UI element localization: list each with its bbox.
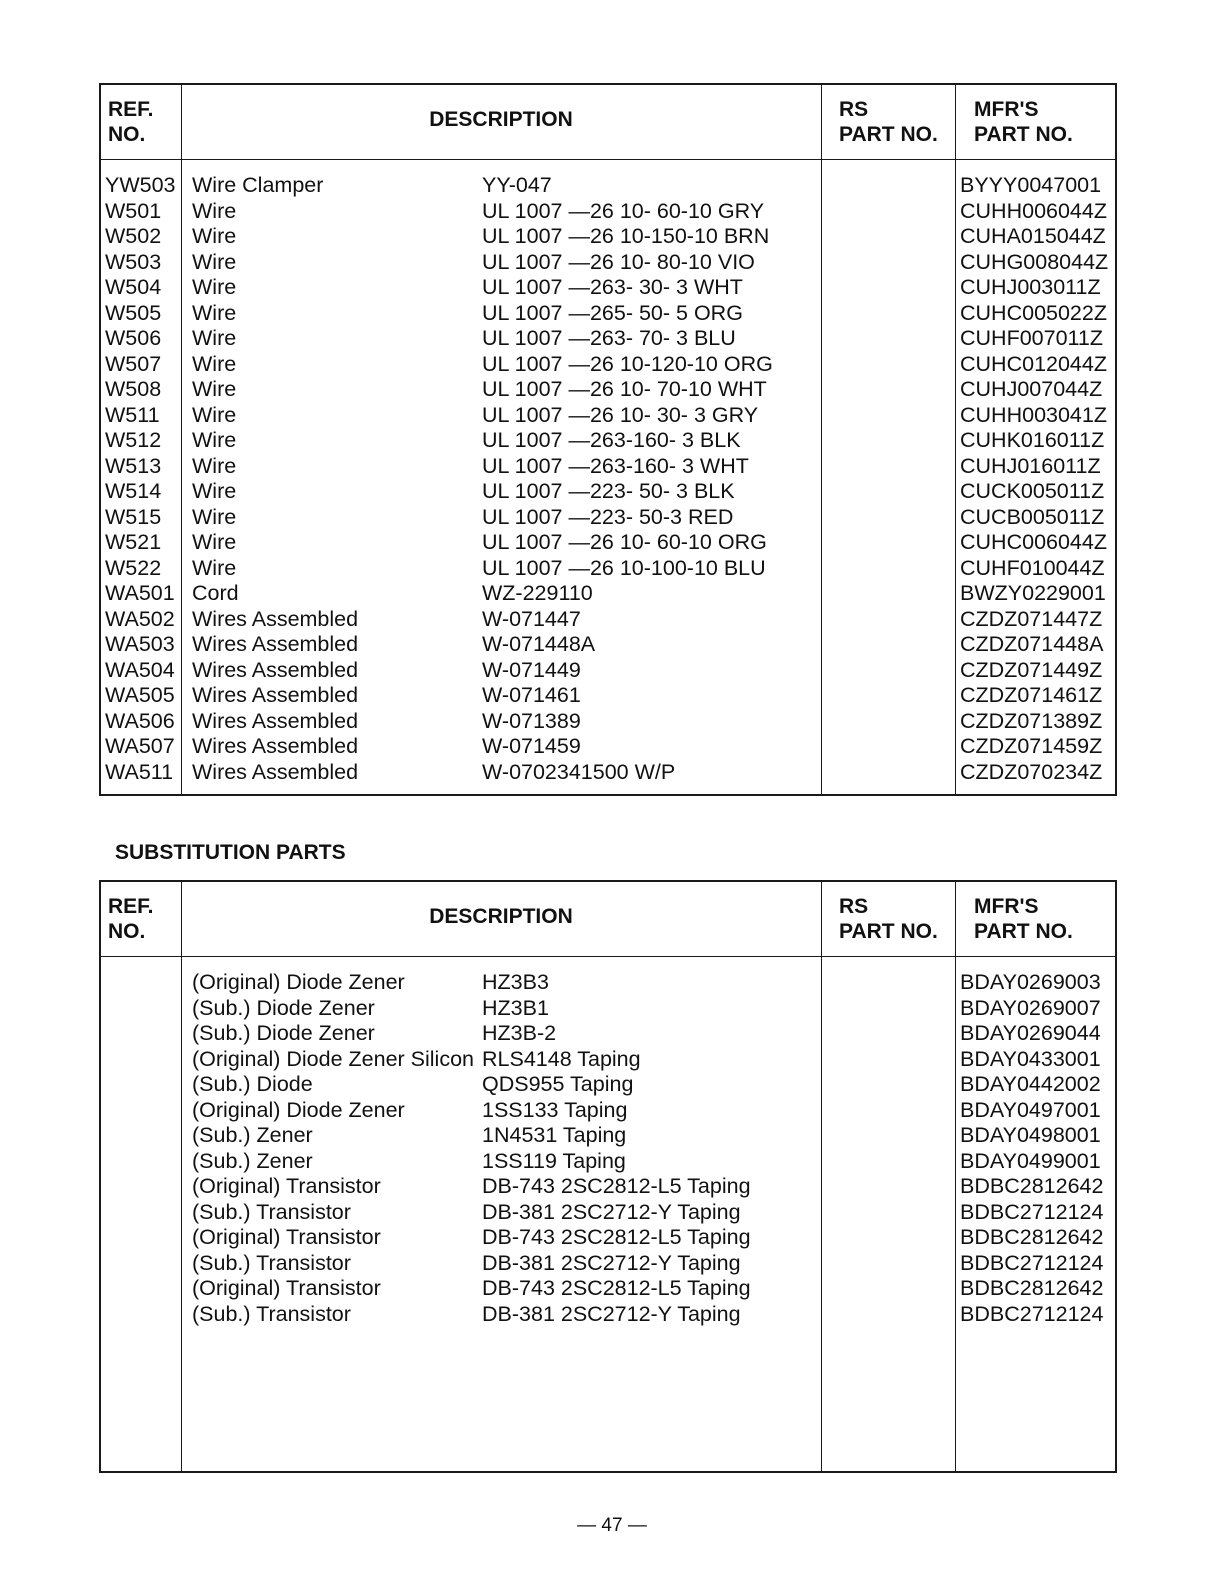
ref-no-cell: WA502: [105, 606, 175, 631]
table-row: [101, 377, 1115, 403]
description-cell: (Sub.) Transistor: [192, 1301, 351, 1326]
description-cell: (Original) Diode Zener: [192, 970, 405, 994]
mfr-part-no-cell: CZDZ071447Z: [960, 606, 1103, 631]
mfr-part-no-cell: CUHJ003011Z: [960, 275, 1101, 299]
mfr-part-no-cell: CUHJ016011Z: [960, 453, 1101, 478]
description-cell: (Original) Diode Zener: [192, 1097, 405, 1122]
table-row: [101, 224, 1115, 250]
spec-cell: UL 1007 —26 10- 60-10 ORG: [482, 530, 767, 554]
mfr-part-no-cell: BDAY0269044: [960, 1021, 1101, 1045]
mfr-part-no-cell: CUHC006044Z: [960, 530, 1107, 554]
spec-cell: HZ3B1: [482, 995, 549, 1020]
table-row: [101, 301, 1115, 327]
spec-cell: UL 1007 —263-160- 3 WHT: [482, 453, 749, 478]
table-row: [101, 709, 1115, 735]
spec-cell: DB-381 2SC2712-Y Taping: [482, 1250, 741, 1275]
mfr-part-no-cell: BDBC2812642: [960, 1276, 1104, 1300]
table-row: [101, 996, 1115, 1022]
spec-cell: W-0702341500 W/P: [482, 759, 676, 784]
ref-no-cell: W515: [105, 504, 162, 529]
description-cell: Wires Assembled: [192, 632, 359, 656]
mfr-part-no-cell: BDAY0442002: [960, 1072, 1101, 1096]
table-row: [101, 1021, 1115, 1047]
header-ref-no: REF. NO.: [108, 895, 154, 943]
table-row: [101, 428, 1115, 454]
spec-cell: UL 1007 —26 10- 70-10 WHT: [482, 377, 767, 401]
description-cell: (Sub.) Zener: [192, 1148, 313, 1173]
spec-cell: W-071448A: [482, 632, 596, 656]
table-row: [101, 505, 1115, 531]
description-cell: Wire: [192, 224, 237, 248]
spec-cell: QDS955 Taping: [482, 1072, 634, 1096]
mfr-part-no-cell: CZDZ071461Z: [960, 683, 1103, 707]
ref-no-cell: WA504: [105, 657, 175, 682]
mfr-part-no-cell: CZDZ070234Z: [960, 759, 1103, 784]
spec-cell: W-071447: [482, 606, 581, 631]
spec-cell: DB-381 2SC2712-Y Taping: [482, 1199, 741, 1224]
description-cell: Wires Assembled: [192, 734, 359, 758]
mfr-part-no-cell: CUHC005022Z: [960, 300, 1107, 325]
header-description: DESCRIPTION: [429, 108, 573, 131]
mfr-part-no-cell: CUHA015044Z: [960, 224, 1106, 248]
description-cell: Wire: [192, 453, 237, 478]
mfr-part-no-cell: BDAY0433001: [960, 1046, 1101, 1071]
description-cell: Cord: [192, 581, 239, 605]
mfr-part-no-cell: CUHK016011Z: [960, 428, 1105, 452]
description-cell: (Original) Transistor: [192, 1276, 381, 1300]
spec-cell: 1SS119 Taping: [482, 1148, 626, 1173]
description-cell: (Sub.) Diode Zener: [192, 1021, 375, 1045]
table-row: [101, 1251, 1115, 1277]
table-row: [101, 250, 1115, 276]
mfr-part-no-cell: CZDZ071449Z: [960, 657, 1103, 682]
ref-no-cell: W521: [105, 530, 162, 554]
description-cell: Wire: [192, 275, 237, 299]
table-row: [101, 403, 1115, 429]
ref-no-cell: W512: [105, 428, 162, 452]
mfr-part-no-cell: CZDZ071448A: [960, 632, 1104, 656]
mfr-part-no-cell: CZDZ071389Z: [960, 708, 1103, 733]
spec-cell: WZ-229110: [482, 581, 593, 605]
description-cell: (Sub.) Transistor: [192, 1199, 351, 1224]
mfr-part-no-cell: CUHF007011Z: [960, 326, 1103, 350]
section-title: SUBSTITUTION PARTS: [115, 841, 346, 864]
table-row: [101, 275, 1115, 301]
spec-cell: DB-743 2SC2812-L5 Taping: [482, 1276, 751, 1300]
description-cell: Wire: [192, 351, 237, 376]
mfr-part-no-cell: BDAY0269007: [960, 995, 1101, 1020]
mfr-part-no-cell: BYYY0047001: [960, 173, 1102, 197]
description-cell: Wire: [192, 377, 237, 401]
table-row: [101, 1149, 1115, 1175]
table-row: [101, 658, 1115, 684]
mfr-part-no-cell: BDBC2712124: [960, 1250, 1104, 1275]
spec-cell: UL 1007 —26 10- 60-10 GRY: [482, 198, 765, 223]
header-rs-part-no: RS PART NO.: [839, 895, 938, 943]
table-row: [101, 530, 1115, 556]
table-row: [101, 970, 1115, 996]
description-cell: (Sub.) Zener: [192, 1123, 313, 1147]
table-row: [101, 1123, 1115, 1149]
spec-cell: DB-743 2SC2812-L5 Taping: [482, 1174, 751, 1198]
spec-cell: W-071389: [482, 708, 581, 733]
ref-no-cell: WA503: [105, 632, 175, 656]
description-cell: Wire Clamper: [192, 173, 324, 197]
mfr-part-no-cell: BDBC2712124: [960, 1301, 1104, 1326]
description-cell: (Original) Diode Zener Silicon: [192, 1046, 474, 1071]
substitution-rows: [101, 970, 1115, 1327]
mfr-part-no-cell: CZDZ071459Z: [960, 734, 1103, 758]
ref-no-cell: W522: [105, 555, 162, 580]
spec-cell: UL 1007 —223- 50- 3 BLK: [482, 479, 735, 503]
parts-rows: [101, 173, 1115, 785]
spec-cell: DB-381 2SC2712-Y Taping: [482, 1301, 741, 1326]
header-divider: [101, 159, 1115, 160]
ref-no-cell: WA505: [105, 683, 175, 707]
spec-cell: UL 1007 —263- 30- 3 WHT: [482, 275, 743, 299]
spec-cell: 1SS133 Taping: [482, 1097, 628, 1122]
mfr-part-no-cell: CUHC012044Z: [960, 351, 1107, 376]
table-row: [101, 556, 1115, 582]
table-row: [101, 734, 1115, 760]
spec-cell: HZ3B3: [482, 970, 549, 994]
table-row: [101, 632, 1115, 658]
mfr-part-no-cell: CUHH003041Z: [960, 402, 1107, 427]
table-row: [101, 607, 1115, 633]
table-row: [101, 479, 1115, 505]
table-row: [101, 1276, 1115, 1302]
ref-no-cell: WA507: [105, 734, 175, 758]
table-row: [101, 1098, 1115, 1124]
spec-cell: 1N4531 Taping: [482, 1123, 627, 1147]
description-cell: Wire: [192, 249, 237, 274]
table-row: [101, 1174, 1115, 1200]
table-row: [101, 1072, 1115, 1098]
mfr-part-no-cell: CUCB005011Z: [960, 504, 1105, 529]
header-description: DESCRIPTION: [429, 905, 573, 928]
description-cell: Wires Assembled: [192, 708, 359, 733]
spec-cell: YY-047: [482, 173, 552, 197]
description-cell: Wires Assembled: [192, 683, 359, 707]
description-cell: Wire: [192, 479, 237, 503]
description-cell: Wire: [192, 428, 237, 452]
page-number: — 47 —: [577, 1515, 647, 1536]
parts-table: [99, 83, 1117, 796]
ref-no-cell: W514: [105, 479, 162, 503]
table-row: [101, 1225, 1115, 1251]
spec-cell: UL 1007 —26 10-100-10 BLU: [482, 555, 766, 580]
table-row: [101, 352, 1115, 378]
mfr-part-no-cell: BDAY0499001: [960, 1148, 1101, 1173]
table-row: [101, 581, 1115, 607]
mfr-part-no-cell: BDAY0497001: [960, 1097, 1101, 1122]
spec-cell: UL 1007 —263- 70- 3 BLU: [482, 326, 736, 350]
ref-no-cell: W501: [105, 198, 162, 223]
description-cell: (Sub.) Diode Zener: [192, 995, 375, 1020]
description-cell: Wire: [192, 504, 237, 529]
spec-cell: W-071461: [482, 683, 581, 707]
spec-cell: RLS4148 Taping: [482, 1046, 641, 1071]
description-cell: Wires Assembled: [192, 657, 359, 682]
mfr-part-no-cell: CUCK005011Z: [960, 479, 1105, 503]
header-rs-part-no: RS PART NO.: [839, 98, 938, 146]
table-row: [101, 760, 1115, 786]
ref-no-cell: W513: [105, 453, 162, 478]
mfr-part-no-cell: CUHG008044Z: [960, 249, 1109, 274]
spec-cell: UL 1007 —26 10- 30- 3 GRY: [482, 402, 759, 427]
substitution-table: [99, 880, 1117, 1473]
table-row: [101, 173, 1115, 199]
ref-no-cell: W503: [105, 249, 162, 274]
spec-cell: DB-743 2SC2812-L5 Taping: [482, 1225, 751, 1249]
ref-no-cell: W511: [105, 402, 160, 427]
spec-cell: W-071449: [482, 657, 581, 682]
spec-cell: UL 1007 —265- 50- 5 ORG: [482, 300, 743, 325]
header-mfr-part-no: MFR'S PART NO.: [974, 98, 1073, 146]
mfr-part-no-cell: BDAY0498001: [960, 1123, 1101, 1147]
ref-no-cell: WA511: [105, 759, 174, 784]
table-row: [101, 1047, 1115, 1073]
table-row: [101, 454, 1115, 480]
table-row: [101, 1302, 1115, 1328]
ref-no-cell: W502: [105, 224, 162, 248]
mfr-part-no-cell: CUHJ007044Z: [960, 377, 1103, 401]
description-cell: Wire: [192, 326, 237, 350]
mfr-part-no-cell: BWZY0229001: [960, 581, 1106, 605]
ref-no-cell: WA506: [105, 708, 175, 733]
spec-cell: UL 1007 —223- 50-3 RED: [482, 504, 734, 529]
header-ref-no: REF. NO.: [108, 98, 154, 146]
table-row: [101, 683, 1115, 709]
description-cell: Wire: [192, 300, 237, 325]
mfr-part-no-cell: BDAY0269003: [960, 970, 1101, 994]
spec-cell: UL 1007 —26 10- 80-10 VIO: [482, 249, 755, 274]
spec-cell: UL 1007 —263-160- 3 BLK: [482, 428, 741, 452]
ref-no-cell: W508: [105, 377, 162, 401]
mfr-part-no-cell: CUHF010044Z: [960, 555, 1105, 580]
description-cell: (Original) Transistor: [192, 1225, 381, 1249]
description-cell: Wire: [192, 530, 237, 554]
ref-no-cell: W506: [105, 326, 162, 350]
ref-no-cell: WA501: [105, 581, 175, 605]
description-cell: Wires Assembled: [192, 606, 359, 631]
ref-no-cell: W504: [105, 275, 162, 299]
header-mfr-part-no: MFR'S PART NO.: [974, 895, 1073, 943]
header-divider: [101, 956, 1115, 957]
mfr-part-no-cell: BDBC2812642: [960, 1174, 1104, 1198]
description-cell: (Sub.) Diode: [192, 1072, 313, 1096]
description-cell: (Sub.) Transistor: [192, 1250, 351, 1275]
description-cell: Wires Assembled: [192, 759, 359, 784]
table-row: [101, 326, 1115, 352]
mfr-part-no-cell: BDBC2812642: [960, 1225, 1104, 1249]
mfr-part-no-cell: BDBC2712124: [960, 1199, 1104, 1224]
mfr-part-no-cell: CUHH006044Z: [960, 198, 1107, 223]
spec-cell: UL 1007 —26 10-150-10 BRN: [482, 224, 770, 248]
description-cell: Wire: [192, 198, 237, 223]
spec-cell: W-071459: [482, 734, 581, 758]
spec-cell: HZ3B-2: [482, 1021, 557, 1045]
ref-no-cell: W507: [105, 351, 162, 376]
description-cell: (Original) Transistor: [192, 1174, 381, 1198]
table-row: [101, 199, 1115, 225]
ref-no-cell: W505: [105, 300, 162, 325]
description-cell: Wire: [192, 402, 237, 427]
spec-cell: UL 1007 —26 10-120-10 ORG: [482, 351, 773, 376]
table-row: [101, 1200, 1115, 1226]
description-cell: Wire: [192, 555, 237, 580]
ref-no-cell: YW503: [105, 173, 176, 197]
